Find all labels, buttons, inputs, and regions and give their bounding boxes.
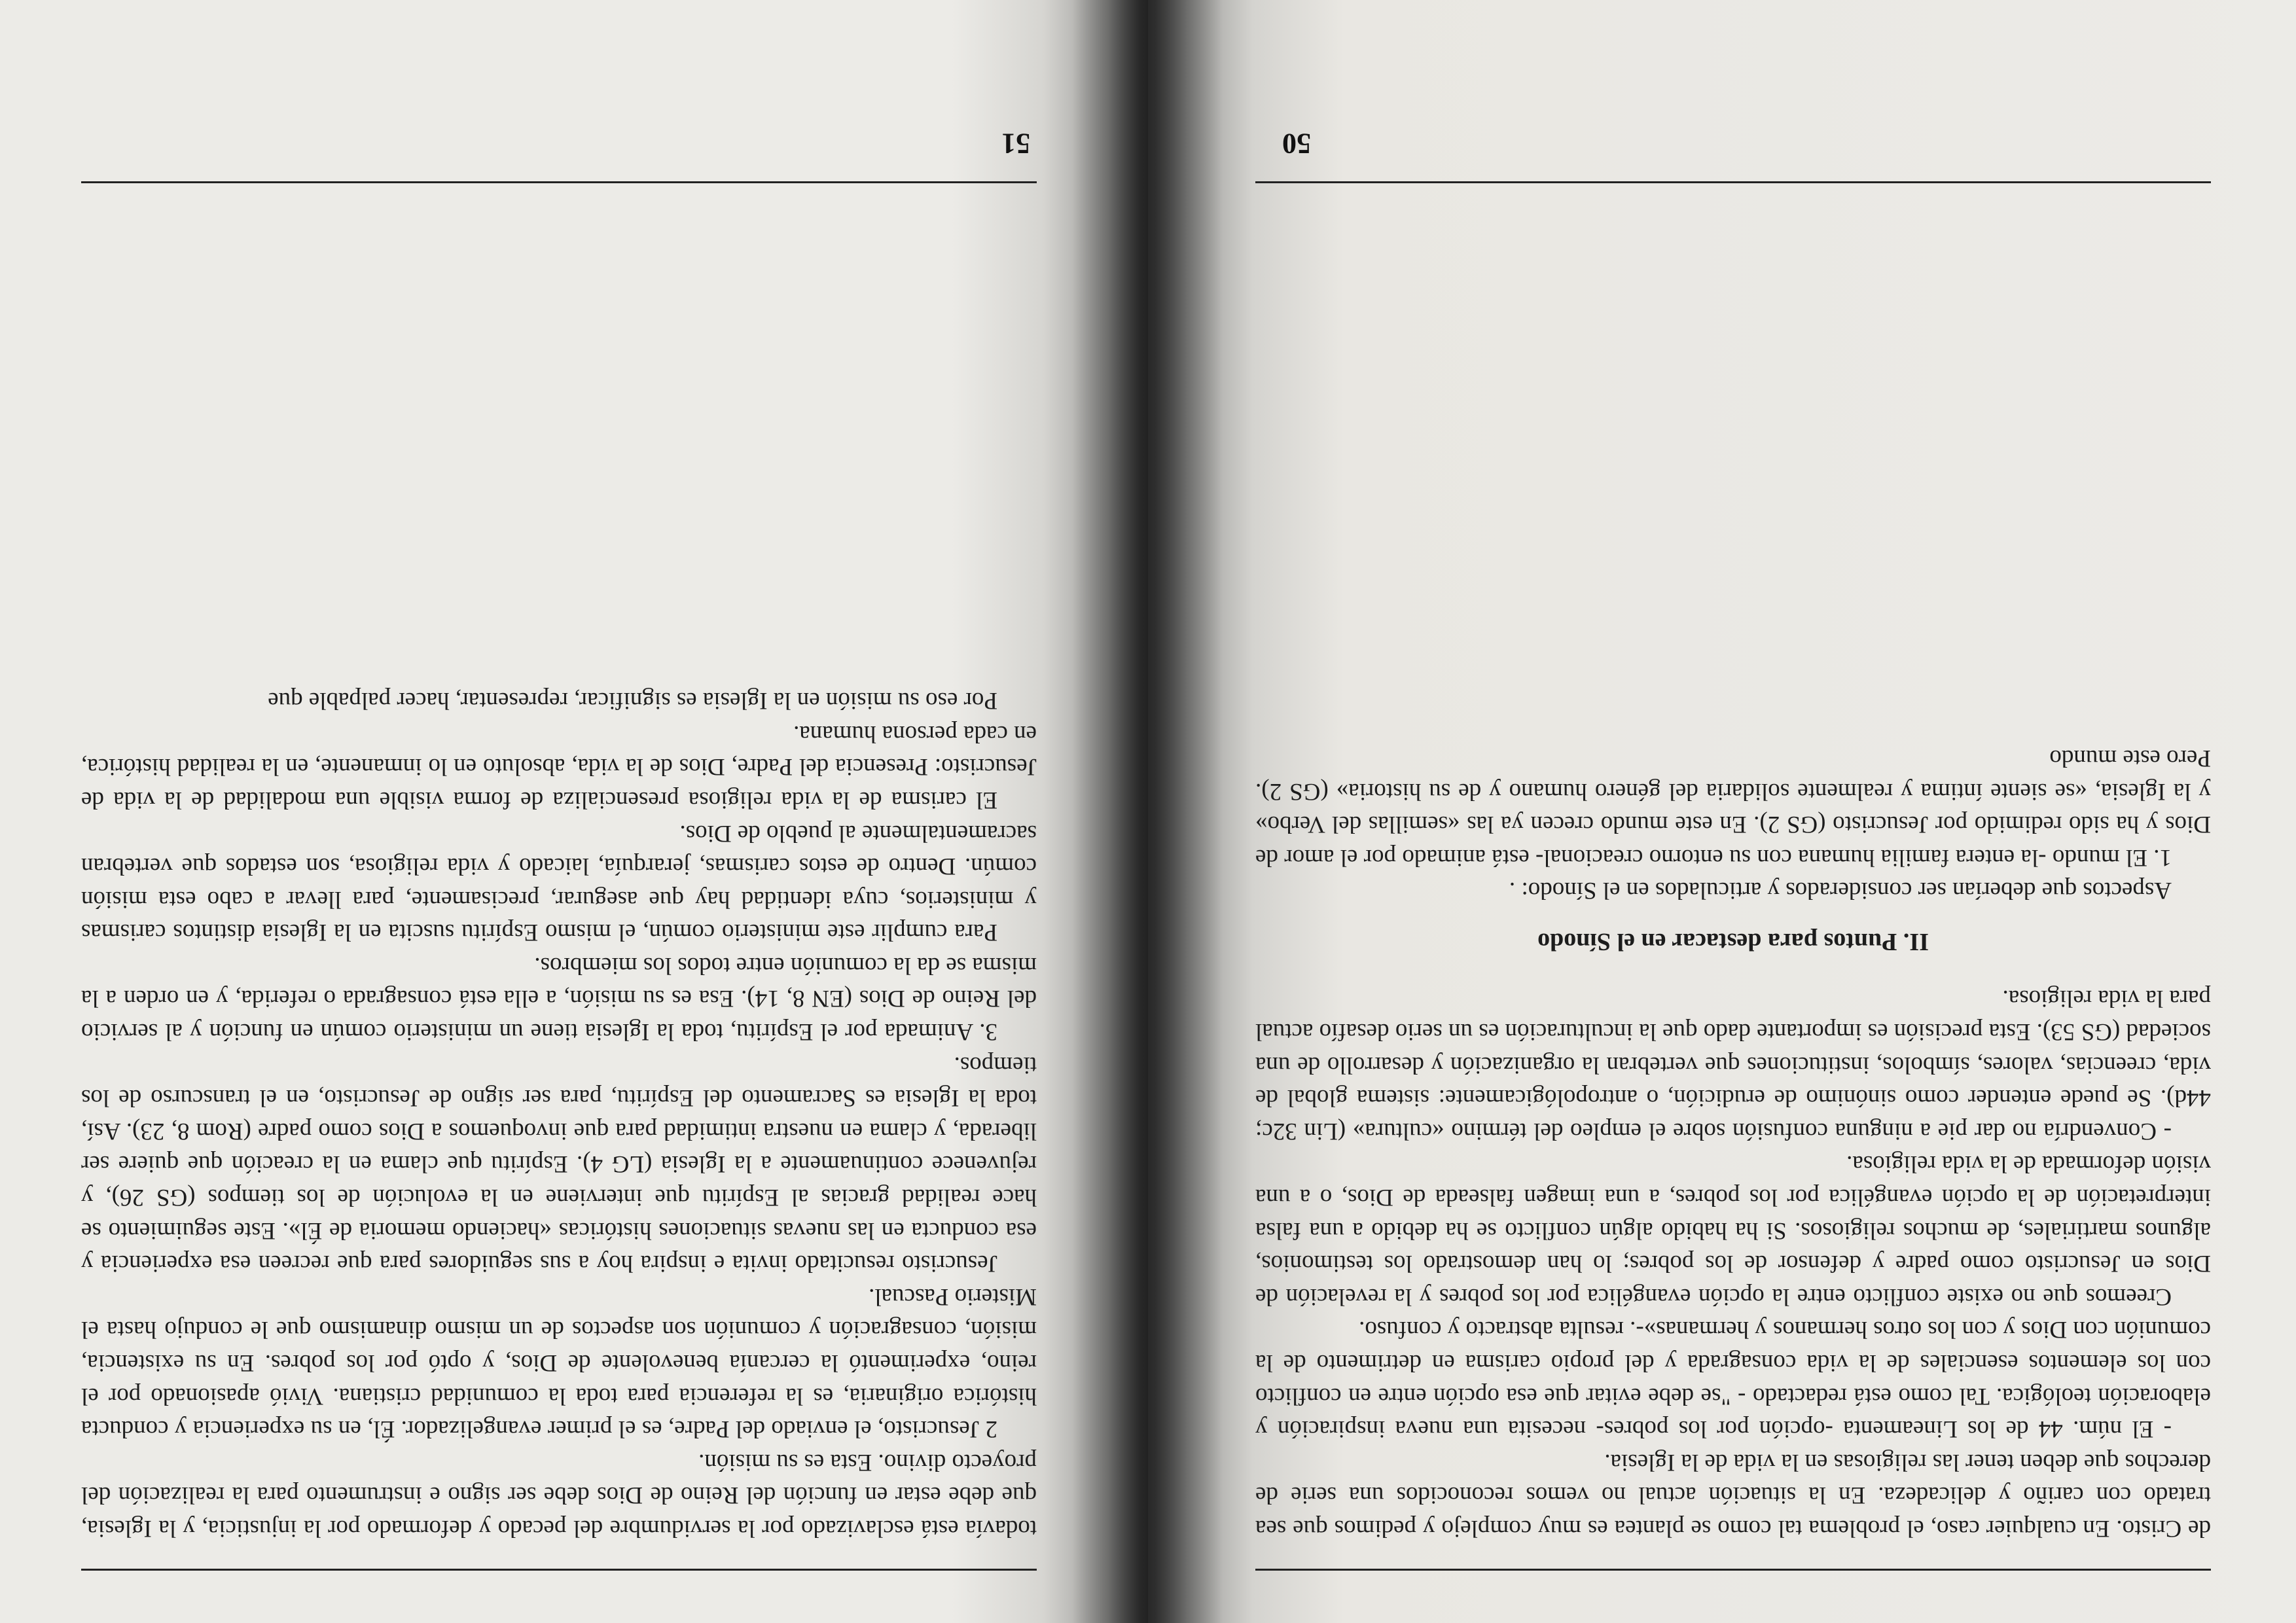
- paragraph: 3. Animada por el Espíritu, toda la Iglesia tiene un ministerio común en función y al servicio del Reino de Dios (EN 8, 14). Esa es su misión, a ella está consagrada o referida, y en orden a la misma se da la comunión entre todos los miembros.: [81, 952, 1037, 1046]
- section-heading: II. Puntos para destacar en el Sínodo: [1537, 927, 1929, 955]
- paragraph: El carisma de la vida religiosa presencializa de forma visible una modalidad de la vida de Jesucristo: Presencia del Padre, Dios de la vida, absoluto en lo inmanente, en la realidad histórica, en cada persona humana.: [81, 720, 1037, 813]
- top-rule: [81, 1569, 1037, 1571]
- page-number: 51: [1001, 128, 1030, 160]
- page-50-text: [1255, 741, 2211, 1544]
- paragraph: Jesucristo resucitado invita e inspira hoy a sus seguidores para que recreen esa experiencia y esa conducta en las nuevas situaciones históricas «haciendo memoria de Él». Este seguimiento se hace realidad gracias al Espíritu que interviene en la evolución de los tiempos (GS 26), y rejuvenece continuamente a la Iglesia (LG 4). Espíritu que clama en la creación que quiere ser liberada, y clama en nuestra intimidad para que invoquemos a Dios como padre (Rom 8, 23). Así, toda la Iglesia es Sacramento del Espíritu, para ser signo de Jesucristo, en el transcurso de los tiempos.: [81, 1051, 1037, 1277]
- page-51-text: [81, 684, 1037, 1544]
- paragraph: - El núm. 44 de los Lineamenta -opción por los pobres- necesita una nueva inspiración y elaboración teológica. Tal como está redactado - "se debe evitar que esa opción entre en conflicto con los elementos esenciales de la vida consagrada y del propio carisma en detrimento de la comunión con Dios y con los otros hermanos y hermanas»-. resulta abstracto y confuso.: [1255, 1316, 2211, 1443]
- paragraph: Aspectos que deberían ser considerados y articulados en el Sínodo: .: [1509, 877, 2172, 904]
- gutter-shadow: [1072, 0, 1223, 1623]
- top-rule: [1255, 1569, 2211, 1571]
- page-50: [1148, 0, 2296, 1623]
- paragraph: - Convendría no dar pie a ninguna confusión sobre el empleo del término «cultura» (Lin 32c; 44d). Se puede entender como sinónimo de erudición, o antropológicamente: sistema global de vida, creencias, valores, símbolos, instituciones que vertebran la organización y desarrollo de una sociedad (GS 53). Esta precisión es importante dado que la inculturación es un serio desafío actual para la vida religiosa.: [1255, 985, 2211, 1145]
- paragraph: de Cristo. En cualquier caso, el problema tal como se plantea es muy complejo y pedimos que sea tratado con cariño y delicadeza. En la situación actual no vemos reconocidos una serie de derechos que deben tener las religiosas en la vida de la Iglesia.: [1255, 1448, 2211, 1542]
- paragraph: Para cumplir este ministerio común, el mismo Espíritu suscita en la Iglesia distintos carismas y ministerios, cuya identidad hay que asegurar, precisamente, para llevar a cabo esta misión común. Dentro de estos carismas, jerarquía, laicado y vida religiosa, son estados que vertebran sacramentalmente al pueblo de Dios.: [81, 819, 1037, 946]
- page-number: 50: [1282, 128, 1311, 160]
- paragraph: 2 Jesucristo, el enviado del Padre, es el primer evangelizador. Él, en su experiencia y conducta histórica originaria, es la referencia para toda la comunidad cristiana. Vivió apasionado por el reino, experimentó la cercanía benevolente de Dios, y optó por los pobres. En su existencia, misión, consagración y comunión son aspectos de un mismo dinamismo que le condujo hasta el Misterio Pascual.: [81, 1283, 1037, 1443]
- footer-rule: [81, 181, 1037, 183]
- paragraph: 1. El mundo -la entera familia humana con su entorno creacional- está animado por el amor de Dios y ha sido redimido por Jesucristo (GS 2). En este mundo crecen ya las «semillas del Verbo» y la Iglesia, «se siente íntima y realmente solidaria del género humano y de su historia» (GS 2). Pero este mundo: [1255, 744, 2211, 871]
- paragraph: todavía está esclavizado por la servidumbre del pecado y deformado por la injusticia, y la Iglesia, que debe estar en función del Reino de Dios debe ser signo e instrumento para la realización del proyecto divino. Esta es su misión.: [81, 1448, 1037, 1542]
- paragraph: Por eso su misión en la Iglesia es significar, representar, hacer palpable que: [268, 687, 997, 715]
- footer-rule: [1255, 181, 2211, 183]
- paragraph: Creemos que no existe conflicto entre la opción evangélica por los pobres y la revelación de Dios en Jesucristo como padre y defensor de los pobres; lo han demostrado los testimonios, algunos martiriales, de muchos religiosos. Si ha habido algún conflicto se ha debido a una falsa interpretación de la opción evangélica por los pobres, a una imagen falseada de Dios, o a una visión deformada de la vida religiosa.: [1255, 1150, 2211, 1310]
